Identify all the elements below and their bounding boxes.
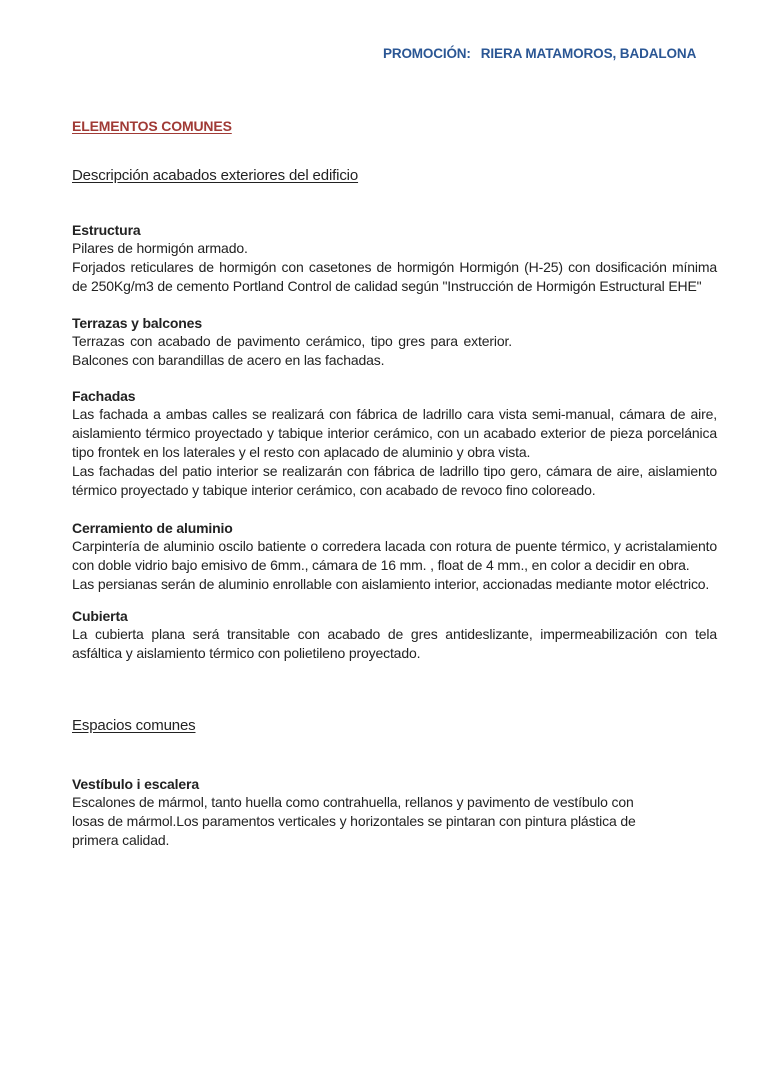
paragraph: Forjados reticulares de hormigón con casetones de hormigón Hormigón (H-25) con dosificación mínima de 250Kg/m3 de cemento Portland Control de calidad según "Instrucción de Hormigón Estructural EHE"	[72, 259, 717, 294]
paragraph: Las persianas serán de aluminio enrollable con aislamiento interior, accionadas mediante motor eléctrico.	[72, 576, 710, 592]
section-heading-cubierta: Cubierta	[72, 608, 128, 624]
section-vestibulo-escalera	[72, 776, 717, 850]
promotion-label: PROMOCIÓN:	[383, 46, 471, 61]
page-title: ELEMENTOS COMUNES	[72, 118, 232, 134]
section-fachadas	[72, 388, 717, 500]
section-estructura	[72, 222, 717, 296]
section-cerramiento-aluminio	[72, 520, 717, 594]
paragraph: Carpintería de aluminio oscilo batiente o corredera lacada con rotura de puente térmico, y acristalamiento con doble vidrio bajo emisivo de 6mm., cámara de 16 mm. , float de 4 mm., en color a decidir en obra.	[72, 538, 717, 573]
paragraph: La cubierta plana será transitable con acabado de gres antideslizante, impermeabilización con tela asfáltica y aislamiento térmico con polietileno proyectado.	[72, 626, 717, 661]
section-terrazas-balcones	[72, 315, 717, 370]
section-heading-vestibulo: Vestíbulo i escalera	[72, 776, 199, 792]
paragraph: Terrazas con acabado de pavimento cerámico, tipo gres para exterior. Balcones con barandillas de acero en las fachadas.	[72, 333, 512, 368]
section-heading-fachadas: Fachadas	[72, 388, 136, 404]
paragraph: Las fachadas del patio interior se realizarán con fábrica de ladrillo tipo gero, cámara de aire, aislamiento térmico proyectado y tabique interior cerámico, con acabado de revoco fino coloreado.	[72, 463, 717, 498]
paragraph: Pilares de hormigón armado.	[72, 240, 248, 256]
section-heading-cerramiento: Cerramiento de aluminio	[72, 520, 233, 536]
section-title-exteriors: Descripción acabados exteriores del edificio	[72, 167, 359, 184]
section-heading-estructura: Estructura	[72, 222, 141, 238]
section-cubierta	[72, 608, 717, 663]
paragraph: Las fachada a ambas calles se realizará con fábrica de ladrillo cara vista semi-manual, cámara de aire, aislamiento térmico proyectado y tabique interior cerámico, con un acabado exterior de pieza porcelánica tipo frontek en los laterales y el resto con aplacado de aluminio y obra vista.	[72, 406, 717, 460]
paragraph: Escalones de mármol, tanto huella como contrahuella, rellanos y pavimento de vestíbulo con losas de mármol.Los paramentos verticales y horizontales se pintaran con pintura plástica de primera calidad.	[72, 794, 636, 848]
section-heading-terrazas: Terrazas y balcones	[72, 315, 202, 331]
section-title-commons: Espacios comunes	[72, 717, 196, 734]
promotion-value: RIERA MATAMOROS, BADALONA	[480, 46, 697, 61]
promotion-header	[383, 46, 717, 62]
